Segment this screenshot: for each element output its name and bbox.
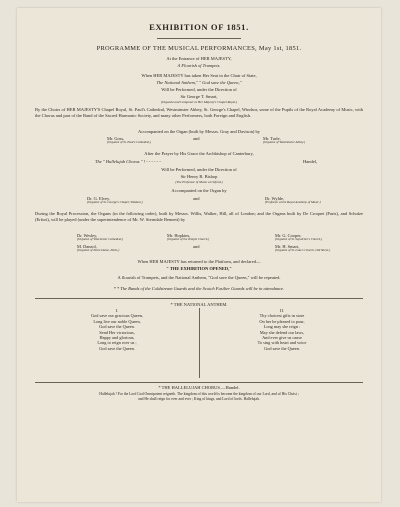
verse-line: God save our gracious Queen, [91, 313, 143, 319]
organist-hopkins [167, 233, 209, 242]
verse-line: May she defend our laws, [259, 329, 305, 335]
organist-name: Mr. Hopkins, [167, 233, 191, 238]
programme-heading: PROGRAMME OF THE MUSICAL PERFORMANCES, May 1st, 1851. [96, 45, 302, 52]
verse-line: On her be pleased to pour, [259, 318, 305, 324]
flourish-line: A Flourish of Trumpets. [177, 63, 221, 68]
conductor-desc: (Organist and Composer to Her Majesty's Chapel Royal.) [160, 100, 238, 104]
bands-note: * * The Bands of the Coldstream Guards and the Scotch Fusilier Guards will be in attendance. [113, 286, 285, 291]
entrance-line: At the Entrance of HER MAJESTY, [166, 56, 232, 61]
choirs-paragraph: By the Choirs of HER MAJESTY'S Chapel Royal, St. Paul's Cathedral, Westminster Abbey, St. George's Chapel, Windsor, some of the Pupils of the Royal Academy of Music, with the Chorus and part of the Band of the Sacred Harmonic Society, and many other Performers, both Foreign and English. [35, 107, 363, 119]
final-flourish-line: A flourish of Trumpets, and the National Anthem, "God save the Queen," will be repeated. [117, 275, 281, 280]
and-word: and [193, 196, 200, 201]
anthem-verse-2 [222, 308, 342, 351]
organist-desc: (Organist of Westminster Abbey.) [263, 140, 306, 144]
direction-line-2: Will be Performed, under the Direction of [161, 167, 237, 172]
direction-line: Will be Performed, under the Direction of [161, 87, 237, 92]
conductor-2-desc: (The Professor of Music at Oxford.) [175, 180, 223, 184]
organist-name: Dr. G. Elvey, [87, 196, 111, 201]
programme-sheet [17, 8, 381, 502]
hallelujah-heading: * THE HALLELUJAH CHORUS.—Handel. [158, 385, 240, 390]
hallelujah-text-2: and He shall reign for ever and ever ; King of kings, and Lord of lords. Hallelujah. [138, 397, 260, 401]
anthem-line: The National Anthem," " God save the Queen," [156, 80, 242, 85]
page-title: EXHIBITION OF 1851. [149, 22, 249, 32]
conductor-name: Sir George T. Smart, [180, 94, 218, 99]
composer-handel: Handel, [303, 159, 318, 164]
title-rule [157, 38, 241, 39]
verse-line: God save the Queen. [99, 324, 135, 330]
organist-name: M. Danzol, [77, 244, 97, 249]
hallelujah-line: The " Hallelujah Chorus " ! - - - - - - [95, 159, 161, 164]
section-divider [35, 298, 363, 299]
accompanied-line-1: Accompanied on the Organ (built by Messrs. Gray and Davison) by [137, 129, 261, 134]
verse-line: To sing with heart and voice [257, 340, 307, 346]
organist-name: Mr. Goss, [107, 136, 125, 141]
organist-elvey [87, 196, 143, 205]
verse-line: God save the Queen. [264, 345, 300, 351]
organist-danzol [77, 244, 119, 253]
organist-name: Dr. Wesley, [77, 233, 98, 238]
organist-turle [263, 136, 305, 145]
seated-line: When HER MAJESTY has taken Her Seat in the Chair of State, [141, 73, 257, 78]
organist-cooper [275, 233, 322, 242]
conductor-2-name: Sir Henry R. Bishop [180, 174, 218, 179]
and-word: and [193, 244, 200, 249]
verse-line: And ever give us cause [262, 335, 302, 341]
organist-hsmart [275, 244, 330, 253]
verse-line: Send Her victorious, [99, 329, 135, 335]
section-divider [35, 382, 363, 383]
organist-wylde [265, 196, 321, 205]
procession-paragraph: During the Royal Procession, the Organs (in the following order), built by Messrs. Willis, Walker, Hill, all of London; and the Organs built by De Croquet (Paris), and Schulze (Erfurt), will be played (under the superintendence of Mr. W. Sterndale Bennett) by [35, 211, 363, 223]
organist-desc: (Organist of St. Paul's Cathedral,) [107, 140, 151, 144]
verse-line: Happy and glorious, [99, 335, 135, 341]
verse-number: I. [115, 308, 119, 313]
returned-line: When HER MAJESTY has returned to the Platform, and declared— [137, 259, 261, 264]
organist-desc: (Organist of St. Sepulchre's Church,) [275, 237, 323, 241]
organist-desc: (Organist of St. Luke's Church, Old Street.) [275, 248, 331, 252]
verse-line: Long may she reign : [263, 324, 301, 330]
organist-name: Dr. Wylde, [265, 196, 285, 201]
opened-line: " THE EXHIBITION OPENED," [166, 266, 232, 271]
prayer-line: After the Prayer by His Grace the Archbishop of Canterbury, [144, 151, 254, 156]
organist-name: Mr. G. Cooper, [275, 233, 302, 238]
verse-line: Thy choicest gifts in store [259, 313, 305, 319]
organist-desc: (Organist of the Temple Church,) [167, 237, 210, 241]
verse-line: Long live our noble Queen, [93, 318, 141, 324]
column-divider [199, 308, 200, 378]
organist-name: Mr. H. Smart, [275, 244, 300, 249]
organist-goss [107, 136, 151, 145]
organist-desc: (Organist of Winchester Cathedral,) [77, 237, 124, 241]
accompanied-line-2: Accompanied on the Organ by [171, 188, 227, 193]
hallelujah-text-1: Hallelujah ! For the Lord God Omnipotent reigneth. The kingdom of this world is become the kingdom of our Lord, and of His Christ ; [99, 392, 299, 396]
verse-number: II. [280, 308, 284, 313]
organist-desc: (Professor at the Royal Academy of Music.) [265, 200, 321, 204]
organist-name: Mr. Turle, [263, 136, 281, 141]
organist-wesley [77, 233, 123, 242]
anthem-heading: * THE NATIONAL ANTHEM. [170, 302, 228, 307]
and-word: and [193, 136, 200, 141]
verse-line: God save the Queen. [99, 345, 135, 351]
verse-line: Long to reign over us ; [97, 340, 137, 346]
organist-desc: (Organist of Notre Dame, Paris,) [77, 248, 120, 252]
anthem-verse-1 [57, 308, 177, 351]
organist-desc: (Organist of St. George's Chapel, Windsor,) [87, 200, 143, 204]
